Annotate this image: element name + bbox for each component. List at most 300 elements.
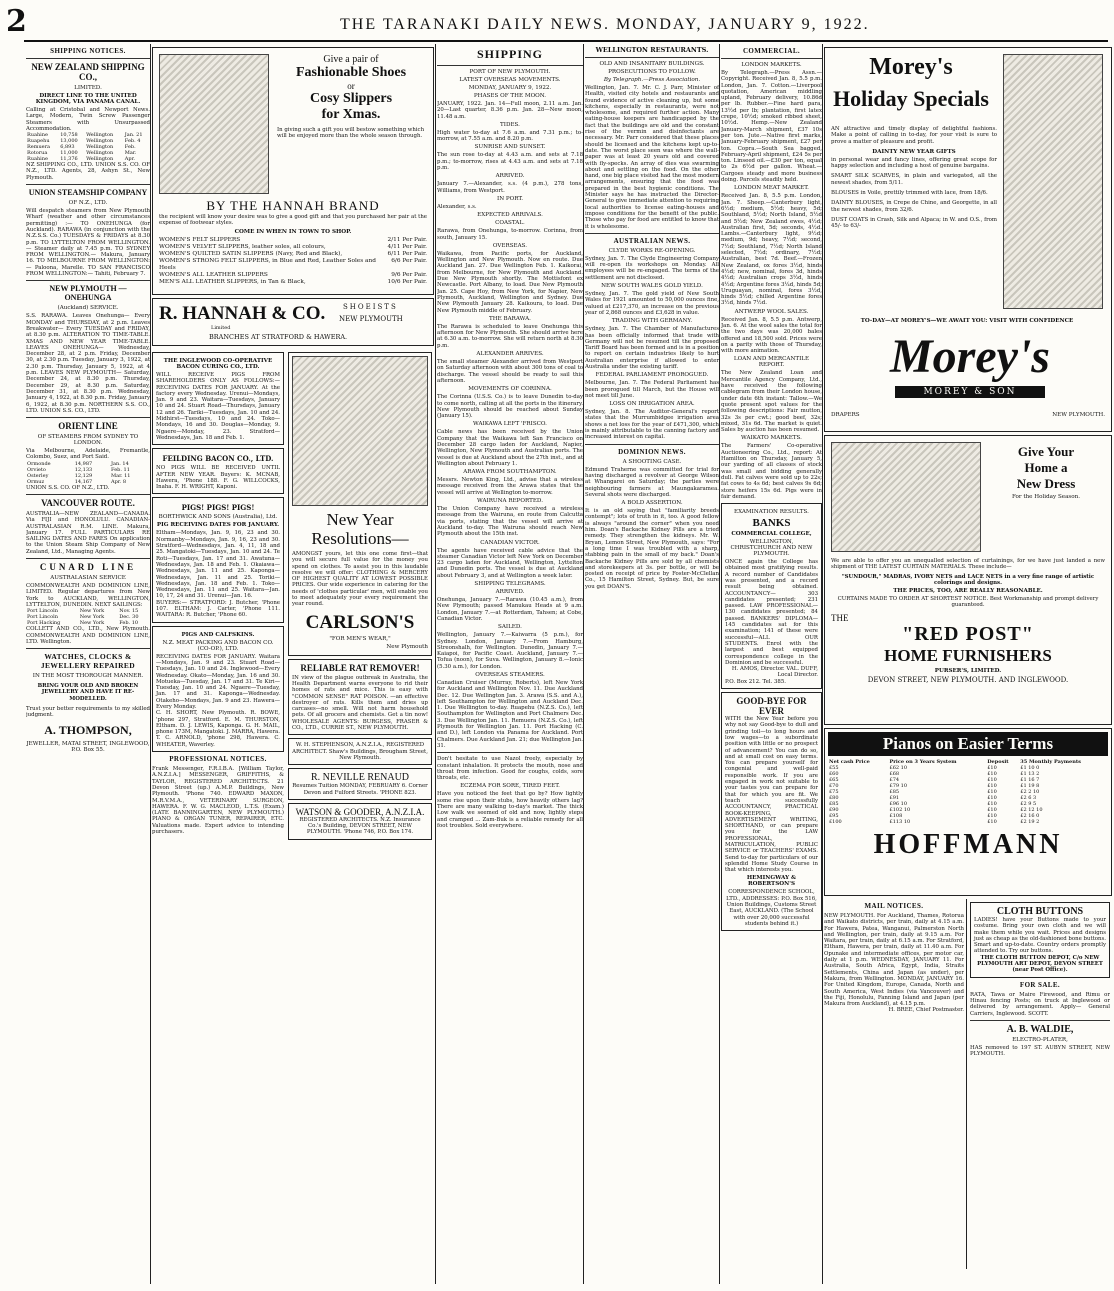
headline: WELLINGTON RESTAURANTS.: [595, 46, 709, 54]
table-cell: Port Hacking: [27, 620, 61, 627]
ad-body: THE CLOTH BUTTON DEPOT, C/o NEW PLYMOUTH ART DEPOT, DEVON STREET (near Post Office).: [977, 954, 1103, 974]
subheading: A BOLD ASSERTION.: [621, 500, 683, 507]
table-cell: Feb. 11: [111, 466, 130, 473]
table-cell: Orvieto: [27, 466, 46, 473]
table-cell: £2 16 0: [1020, 813, 1040, 819]
column-shipping-notices: [26, 44, 150, 1284]
article-body: Sydney, Jan. 8. The Auditor-General's report states that the Murrumbidgee irrigation area shows a net loss for the year of £471,300, which is mainly attributable to the canning factory and increased interest on capital.: [585, 409, 719, 441]
table-cell: Apr. 8: [111, 478, 127, 485]
subheading: MOVEMENTS OF CORINNA.: [468, 386, 552, 393]
ad-signature: H. AMOS, Director. VAL. DUFF, Local Director.: [731, 666, 818, 679]
subheading: EXPECTED ARRIVALS.: [477, 212, 543, 219]
table-cell: 6,893: [60, 144, 75, 151]
subheading: TRADING WITH GERMANY.: [611, 318, 693, 325]
subheading: PORT OF NEW PLYMOUTH.: [469, 69, 551, 75]
article-body: January 7.—Alexander, s.s. (4 p.m.), 278 tons, Williams, from Westport.: [437, 181, 583, 194]
headline: MAIL NOTICES.: [864, 902, 924, 910]
ad-title: PIGS! PIGS! PIGS!: [181, 503, 255, 513]
table-cell: £113 10: [889, 819, 911, 825]
ad-body: AN attractive and timely display of delightful fashions. Make a point of calling in to-day, for your visit is sure to prove a matter of pleasure and profit.: [831, 126, 997, 145]
store-location: New Plymouth: [386, 643, 428, 650]
subheading: PROSECUTIONS TO FOLLOW.: [608, 69, 696, 75]
ad-subtitle: BORTHWICK AND SONS (Australia), Ltd.: [158, 514, 278, 521]
ad-body: BUYERS:— STRATFORD: J. Butcher, 'Phone 107. ELTHAM: J. Carter, 'Phone 111. WAITARA: R. Butcher, 'Phone 60.: [156, 599, 280, 619]
ad-line: THE: [831, 612, 849, 623]
hemingway-ad: [721, 692, 822, 931]
table-cell: £2 6 3: [1020, 795, 1037, 801]
table-cell: Wellington: [86, 132, 114, 139]
column-commercial: [721, 44, 822, 1284]
subheading: LONDON MARKETS.: [741, 62, 802, 68]
article-body: Sydney, Jan. 7. The gold yield of New South Wales for 1921 amounted to 50,000 ounces fine, valued at £217,370, an increase on the previous year of 2,868 ounces and £3,628 in value.: [585, 291, 719, 316]
article-body: Received Jan. 8, 5.5 p.m. Antwerp, Jan. 6. At the wool sales the total for the two days was 20,000 bales offered and 18,500 sold. Prices were on a parity with those of Thursday, with more animation.: [721, 316, 822, 355]
table-cell: Jan. 14: [111, 460, 129, 467]
table-header: Net cash Price: [829, 759, 870, 765]
subheading: OVERSEAS STEAMERS.: [475, 672, 545, 678]
ad-body: "SUNDOUR," MADRAS, IVORY NETS and LACE NETS in a very fine range of artistic colorings and designs.: [841, 573, 1095, 586]
column-advertisements: [152, 44, 434, 1284]
table-cell: Jan. 21: [124, 132, 143, 139]
ship-table: [26, 461, 150, 485]
page-number: 2: [6, 4, 27, 39]
ad-title: THE INGLEWOOD CO-OPERATIVE BACON CURING CO., LTD.: [163, 358, 273, 370]
article-body: Messrs. Newton King, Ltd., advise that a wireless message received from the Arawa states that the vessel will arrive at Wellington to-morrow.: [437, 477, 583, 496]
nz-meat-packing-ad: [152, 626, 284, 752]
ad-body: HAS removed to 197 ST. AUBYN STREET, NEW PLYMOUTH.: [970, 1044, 1110, 1058]
table-cell: £1 13 2: [1020, 771, 1040, 777]
brand-name: HOFFMANN: [873, 829, 1063, 860]
subheading: WAIKAWA LEFT 'FRISCO.: [473, 421, 547, 428]
subheading: THE BARAWA.: [489, 315, 531, 322]
ad-body: in personal wear and fancy lines, offering great scope for happy selection and including a host of genuine bargains.: [831, 156, 997, 170]
article-body: Rarawa, from Onehunga, to-morrow. Corinna, from south, January 15.: [437, 228, 583, 241]
stephenson-ad: [288, 738, 432, 765]
masthead-rule: [24, 40, 1108, 42]
ad-subtitle: IN THE MOST THOROUGH MANNER.: [32, 673, 144, 680]
table-cell: Remuera: [27, 144, 51, 151]
ad-subtitle: N.Z. MEAT PACKING AND BACON CO. (CO-OP.), LTD.: [162, 639, 274, 652]
ad-body: COMMONWEALTH AND DOMINION LINE, LIMITED. Regular departures from New York to AUCKLAND, WELLINGTON, LYTTELTON, DUNEDIN. NEXT SAILINGS:: [26, 583, 150, 608]
table-cell: £60: [829, 771, 839, 777]
ad-line: COME IN WHEN IN TOWN TO SHOP.: [234, 228, 352, 235]
divider: [26, 558, 150, 559]
article-body: Have you noticed the feet that go by? How lightly some rise upon their stubs, how heavily others lag? There are many walking to-day's market. The thick Low walk we seemed of old and now, lightly steps and cramped ... Zam-Buk is a reliable remedy for all foot troubles. Sold everywhere.: [437, 791, 583, 829]
column-rule: [150, 44, 151, 1284]
ad-item: SMART SILK SCARVES, in plain and variegated, all the newest shades, from 5/11.: [831, 173, 997, 186]
table-cell: Ruahine: [27, 132, 48, 139]
headline: FOR SALE.: [1019, 980, 1061, 989]
ad-title: Home a: [1024, 460, 1068, 475]
table-cell: Wellington: [86, 150, 114, 157]
ad-title: BANKS: [752, 517, 791, 530]
ad-title: New Year Resolutions—: [311, 510, 409, 548]
table-cell: £10: [987, 801, 997, 807]
hoffmann-pianos-ad: [824, 728, 1112, 896]
ad-subtitle: (Auckland) SERVICE.: [57, 305, 119, 312]
article-body: Don't hesitate to use Nazol freely, especially by constant inhalation. It protects the mouth, nose and throat from infection. Good for coughs, colds, sore throats, etc.: [437, 756, 583, 782]
table-cell: Mar. 11: [111, 472, 131, 479]
divider: [26, 280, 150, 281]
price-list: [159, 237, 427, 286]
divider: [970, 1020, 1110, 1021]
subheading: OLD AND INSANITARY BUILDINGS.: [599, 61, 705, 67]
table-cell: £10: [987, 795, 997, 801]
ad-body: AUSTRALIA—NEW ZEALAND—CANADA. Via FIJI and HONOLULU. CANADIAN-AUSTRALASIAN R.M. LINE. Makura, January 17. FULL PARTICULARS RE SAILING DATES AND FARES On application to the Union Steam Ship Company of New Zealand, Ltd., Managing Agents.: [26, 510, 150, 555]
store-name: PURSER'S, LIMITED.: [934, 667, 1002, 674]
subheading: COASTAL.: [495, 220, 525, 227]
ad-item: DAINTY BLOUSES, in Crepe de Chine, and Georgette, in all the newest shades, from 32/6.: [831, 200, 997, 213]
ad-agents: COLLETT AND CO., LTD., New Plymouth. COMMONWEALTH AND DOMINION LINE, LTD. Wellington.: [26, 626, 150, 645]
subheading: LOSS ON IRRIGATION AREA.: [609, 401, 695, 408]
subheading: ALEXANDER ARRIVES.: [476, 351, 544, 358]
article-body: Melbourne, Jan. 7. The Federal Parliament has been prorogued till March, but the House will not meet till June.: [585, 380, 719, 399]
ad-body: the recipient will know your desire was to give a good gift and that you purchased her pair at the expense of footwear styles.: [159, 214, 427, 227]
subheading: ECZEMA FOR SORE, TIRED FEET.: [460, 783, 560, 790]
ad-body: CURTAINS MADE TO ORDER AT SHORTEST NOTICE. Best Workmanship and prompt delivery guaranteed.: [837, 596, 1099, 609]
price-row: [159, 244, 427, 251]
ad-body: Calling at Cristobal and Newport News. Large, Modern, Twin Screw Passenger Steamers with Unsurpassed Accommodation.: [26, 107, 150, 132]
ad-item: DUST COATS in Crash, Silk and Alpaca; in W. and O.S., from 45/- to 63/-: [831, 216, 997, 230]
renaud-ad: [288, 768, 432, 800]
price-row: [159, 237, 427, 244]
ad-subtitle: COMMERCIAL COLLEGE,: [731, 531, 812, 538]
ad-title: Pianos on Easier Terms: [828, 732, 1108, 756]
article-body: Wellington, Jan. 7. Mr. C. J. Parr, Minister of Health, visited city hotels and restaurants and found evidence of active cleaning up, but some kitchens, especially in restaurants, were not wholesome, and required further action. Many eating-house keepers are handicapped by the fact that the buildings are old and the constant rise of the vermin and disinfectants are necessary. Mr. Parr considered that these places should be licensed and the kitchens kept up-to-date. The worst place seen was where the wall-paper was at least 20 years old and covered with fly-specks. An array of dies was swarming about and settling on the food. On the other hand, one big place visited had the most modern arrangements, ensuring that the food was prepared in the best hygienic conditions. The Minister says he has instructed the Director-General to give immediate attention to requiring local authorities to license eating-houses and impose conditions for the benefit of the public. Those who pay for food are entitled to know that it is wholesome.: [585, 85, 719, 230]
article-body: It is an old saying that "familiarity breeds contempt"; lots of truth in it, too. A good fellow is always "around the corner" when you need him. Doan's Backache Kidney Pills are a tried remedy. They strengthen the kidneys. Mr. W. Bryan, Lemon Street, New Plymouth, says: "For a long time I was troubled with a sharp, stabbing pain in the small of my back." Doan's Backache Kidney Pills are sold by all chemists and storekeepers at 3s. per bottle, or will be posted on receipt of price by Foster-McClellan Co., 15 Hamilton Street, Sydney. But, be sure you get DOAN'S.: [585, 508, 719, 590]
divider: [26, 184, 150, 185]
table-cell: £55: [829, 765, 839, 771]
table-cell: £2 2 10: [1020, 789, 1040, 795]
moreys-subbanner: MOREY & SON: [895, 386, 1045, 398]
banks-college-ad: [721, 503, 822, 689]
table-cell: 11,000: [60, 150, 78, 157]
table-header: Price on 3 Years System: [889, 759, 957, 765]
table-cell: £102 10: [889, 807, 911, 813]
table-cell: £2 12 10: [1020, 807, 1043, 813]
subheading: LATEST OVERSEAS MOVEMENTS.: [459, 77, 561, 83]
divider: [585, 444, 719, 445]
ad-title: A. B. WALDIE,: [1006, 1023, 1074, 1035]
subheading: CANADIAN VICTOR.: [480, 539, 540, 546]
subheading: WAIKATO MARKETS.: [741, 435, 802, 442]
table-cell: £65: [829, 777, 839, 783]
ad-body: WILL RECEIVE PIGS FROM SHAREHOLDERS ONLY AS FOLLOWS:— RECEIVING DATES FOR JANUARY. At the factory every Wednesday. Urenui—Mondays, Jan. 9 and 23. Waitara—Tuesdays, January 10 and 24. Stuart Road—Thursdays, January 12 and 26. Tariki—Tuesdays, Jan. 10 and 24. Midhirst—Tuesdays, 10 and 24. Toko—Mondays, 16 and 30. Douglas—Monday, 9. Ngaere—Monday, 23. Stratford—Wednesdays, Jan. 18 and Feb. 1.: [156, 372, 280, 441]
table-cell: Port Lincoln: [27, 614, 58, 621]
ad-line: PIG RECEIVING DATES FOR JANUARY.: [156, 522, 280, 529]
ad-title: Give Your: [1017, 444, 1075, 459]
table-cell: £74: [889, 777, 900, 783]
table-cell: £10: [987, 783, 997, 789]
section-heading: SHIPPING NOTICES.: [50, 47, 126, 55]
store-trade: DRAPERS: [831, 412, 860, 418]
subheading: WAIRUNA REPORTED.: [477, 498, 543, 505]
ad-subtitle: HEMINGWAY & ROBERTSON'S: [746, 875, 797, 888]
ad-body: We are able to offer you an unequalled selection of curtainings, for we have just landed a new shipment of THE LATEST CURTAIN MATERIALS. These include—: [831, 558, 1105, 571]
table-cell: £10: [987, 813, 997, 819]
ad-subtitle: LIMITED.: [74, 85, 102, 91]
price-item: WOMEN'S VELVET SLIPPERS, leather soles, all colours,: [159, 243, 326, 250]
ad-title: ORIENT LINE: [58, 421, 118, 432]
subheading: PHASES OF THE MOON.: [473, 93, 547, 99]
divider: [26, 494, 150, 495]
price-row: [159, 251, 427, 258]
store-tagline: "FOR MEN'S WEAR,": [329, 635, 391, 642]
table-cell: Osterley: [27, 472, 49, 479]
ad-title: RELIABLE RAT REMOVER!: [300, 662, 420, 673]
article-body: High water to-day at 7.6 a.m. and 7.31 p.m.; to-morrow, at 7.55 a.m. and 8.20 p.m.: [437, 129, 583, 143]
table-cell: Ormonde: [27, 460, 51, 467]
illustration-lady-in-dress: [1003, 54, 1103, 309]
cloth-buttons-ad: [970, 902, 1110, 978]
ad-body: Resumes Tuition MONDAY, FEBRUARY 6. Corner Devon and Fulford Streets. 'PHONE 823.: [292, 783, 428, 796]
table-cell: 13,000: [60, 138, 78, 145]
subheading: OVERSEAS.: [492, 242, 528, 249]
table-cell: £10: [987, 765, 997, 771]
ad-line: Fashionable Shoes: [295, 65, 407, 80]
subheading: ANTWERP WOOL SALES.: [734, 308, 809, 315]
ad-line: THE PRICES, TOO, ARE REALLY REASONABLE.: [893, 588, 1043, 595]
article-body: Sydney, Jan. 7. The Chamber of Manufactures has been officially informed that trade with Germany will not be resumed till the proposed Tariff Board has been formed and is in a position to report on certain industries likely to hurt Australian enterprise if allowed to enter Australia under the existing tariff.: [585, 326, 719, 370]
article-body: The small steamer Alexander arrived from Westport on Saturday afternoon with about 300 tons of coal to discharge. The vessel should be ready to sail this afternoon.: [437, 359, 583, 384]
ad-title: VANCOUVER ROUTE.: [41, 497, 135, 508]
ad-agents: NZ SHIPPING CO., LTD. UNION S.S. CO. OF N.Z., LTD. Agents, 28, Ashyn St., New Plymouth.: [26, 162, 150, 181]
dateline: MONDAY, JANUARY 9, 1922.: [468, 85, 552, 91]
table-cell: Feb.: [124, 144, 136, 151]
divider: [26, 648, 150, 649]
ad-agents: UNION S.S. CO. OF N.Z., LTD.: [26, 484, 110, 491]
store-location: DEVON STREET, NEW PLYMOUTH. AND INGLEWOOD.: [867, 675, 1069, 684]
article-body: The New Zealand Loan and Mercantile Agency Company, Ltd., have received the following cablegram from their London house, under date 6th instant: Tallow.—We quote present spot values for the following descriptions: Fair mutton, 32s 3s per cwt.; good beef, 32s; mixed, 31s 6d. The market is quiet. Sales by auction has been resumed.: [721, 370, 822, 434]
subheading: TIDES.: [500, 121, 520, 128]
section-heading: PROFESSIONAL NOTICES.: [169, 755, 267, 764]
signature: H. BREE, Chief Postmaster.: [888, 1007, 964, 1014]
coop-bacon-ad: [152, 352, 284, 445]
article-body: Cable news has been received by the Union Company that the Waikawa left San Francisco on December 28 cargo laden for Auckland, Napier, Wellington, New Plymouth and Australian ports. The vessel is due at Auckland about the 27th inst., and at Wellington about February 1.: [437, 429, 583, 467]
price-value: 9/6 Per Pair.: [391, 271, 427, 278]
subheading: SHIPPING TELEGRAMS.: [474, 581, 546, 588]
article-body: The sun rose to-day at 4.43 a.m. and sets at 7.18 p.m.; to-morrow, rises at 4.43 a.m. and sets at 7.18 p.m.: [437, 152, 583, 172]
table-cell: Wellington: [86, 144, 114, 151]
price-row: [159, 258, 427, 272]
headline: COMMERCIAL.: [742, 47, 801, 55]
moreys-ad: [824, 47, 1112, 432]
column-rule: [583, 44, 584, 1284]
red-post-ad: [824, 435, 1112, 725]
column-rule: [822, 44, 823, 1284]
table-cell: £108: [889, 813, 903, 819]
ad-subtitle: Holiday Specials: [833, 86, 989, 111]
table-cell: Feb. 10: [119, 620, 139, 627]
ad-line: or: [347, 81, 355, 91]
article-body: Canadian Cruiser (Murray, Roberts), left New York for Auckland and Wellington Nov. 11. Due Auckland Dec. 12. Due Wellington Jan. 3. Arawa (S.S. and A.), left Southampton for Wellington and Auckland Dec. 1. Due Wellington to-day. Ruapehu (N.Z.S. Co.), left Southampton for Wellington and Port Chalmers Dec. 3. Due Wellington Jan. 11. Remuera (N.Z.S. Co.), left Plymouth for Wellington Jan. 11. Port Hacking (C. and D.), left London via Panama for Auckland. Port Chalmers. Due Auckland Jan. 21; due Wellington Jan. 31.: [437, 680, 583, 749]
jeweller-name: A. THOMPSON,: [44, 722, 132, 737]
table-cell: 10,758: [60, 132, 78, 139]
table-cell: Rotorua: [27, 150, 48, 157]
article-body: JANUARY, 1922. Jan. 14—Full moon, 2.11 a.m. Jan. 20—Last quarter, 8.36 p.m. Jan. 28—New moon, 11.48 a.m.: [437, 101, 583, 120]
rat-poison-ad: [288, 659, 432, 736]
brand-line: BY THE HANNAH BRAND: [206, 198, 380, 213]
table-cell: £68: [889, 771, 900, 777]
ad-contact: P.O. Box 212. Tel. 385.: [725, 678, 786, 685]
illustration-woman-with-shoes: [159, 54, 269, 194]
article-body: The agents have received cable advice that the steamer Canadian Victor left New York on December 23 cargo laden for Auckland, Wellington, Lyttelton and Dunedin ports. The vessel is due at Auckland about February 3, and at Wellington a week later.: [437, 547, 583, 579]
hannah-shoes-ad: [152, 47, 434, 295]
price-item: WOMEN'S QUILTED SATIN SLIPPERS (Navy, Red and Black),: [159, 250, 343, 257]
price-row: [159, 279, 427, 286]
table-cell: Port Lincoln: [27, 608, 58, 615]
ad-title: "RED POST": [902, 622, 1034, 645]
subheading: ARRIVED.: [495, 173, 525, 180]
table-cell: £10: [987, 771, 997, 777]
ad-subtitle: OF N.Z., LTD.: [68, 200, 108, 207]
ad-title: NEW PLYMOUTH — ONEHUNGA: [49, 284, 127, 303]
jeweller-address: JEWELLER, MATAI STREET, INGLEWOOD, P.O. Box 55.: [26, 740, 150, 753]
ad-item: BLOUSES in Voile, prettily trimmed with lace, from 18/6.: [831, 190, 988, 197]
ad-body: BRING YOUR OLD AND BROKEN JEWELLERY AND HAVE IT RE-MODELLED.: [37, 683, 139, 702]
ad-title: Morey's: [869, 54, 953, 80]
table-cell: £10: [987, 819, 997, 825]
subheading: NEW SOUTH WALES GOLD YIELD.: [601, 283, 703, 290]
table-cell: £1 19 8: [1020, 783, 1040, 789]
byline: By Telegraph.—Press Association.: [603, 77, 701, 83]
ad-body: CORRESPONDENCE SCHOOL, LTD., ADDRESSES: P.O. Box 516, Union Buildings, Customs Street East, AUCKLAND. (The School with over 20,000 successful students behind it.): [726, 889, 817, 927]
newspaper-title: THE TARANAKI DAILY NEWS. MONDAY, JANUARY 9, 1922.: [340, 16, 870, 33]
article-body: By Telegraph.—Press Assn.—Copyright. Received Jan. 8, 5.5 p.m. London, Jan. 7. Cotton.—Liverpool quotation, American middling upland, February delivery, 10.86d per lb. Rubber.—Fine hard para, 13½d per lb; plantation, first latex crepe, 10½d; smoked ribbed sheet, 10½d. Hemp.—New Zealand January-March shipment, £37 10s per ton. Jute.—Native first marks, January-February shipment, £27 per ton. Copra.—South Sea bagged, February-April shipment, £24 5s per ton. Linseed oil.—£30 per ton, equal to 2s 6½d per gallon. Wheat.—Cargoes steady and more business doing. Parcels steadily held.: [721, 70, 822, 184]
ad-body: Eltham—Mondays, Jan. 9, 16, 23 and 30. Normanby—Mondays, Jan. 9, 16, 23 and 30. Stratford—Wednesdays, Jan. 4, 11, 18 and 25. Mangatoki—Tuesdays, Jan. 10 and 24. Te Roti—Tuesdays, Jan. 17 and 31. Awatuna—Wednesdays, Jan. 18 and Feb. 1. Okaiawa—Wednesdays, Jan. 11 and 25. Kaponga—Wednesdays, Jan. 11 and 25. Toriki—Wednesdays, Jan. 18 and Feb. 1. Toko—Wednesdays, Jan. 11 and 25. Waitara—Jan. 10, 17, 24 and 31. Urenui—Jan. 16.: [156, 530, 280, 600]
column-shipping-news: [437, 44, 583, 1284]
column-rule: [435, 44, 436, 1284]
price-value: 4/11 Per Pair.: [387, 243, 427, 250]
table-cell: £100: [829, 819, 842, 825]
table-cell: £96 10: [889, 801, 908, 807]
piano-price-row: [828, 819, 1108, 825]
ad-line: WELLINGTON, CHRISTCHURCH AND NEW PLYMOUTH.: [730, 539, 813, 558]
table-cell: Apr.: [124, 156, 136, 163]
table-cell: £10: [987, 807, 997, 813]
ad-body: WITH the New Year before you why not say Good-bye to dull and grinding toil—to long hours and low wages—to a subordinate position with little or no prospect of advancement? You can do so, and at small cost on easy terms. You can prepare yourself for congenial and well-paid responsible work. If you are engaged in work not suitable to your tastes you can prepare for that for which you are fit. We teach successfully ACCOUNTANCY, PRACTICAL BOOK-KEEPING, ADVERTISEMENT WRITING, SHORTHAND, or can prepare you for the LAW PROFESSIONAL, MATRICULATION, PUBLIC SERVICE or TEACHERS' EXAMS. Send to-day for particulars of our splendid Home Study Course in that which interests you.: [725, 716, 818, 874]
hannah-banner: [152, 298, 434, 346]
subheading: SUNRISE AND SUNSET.: [474, 144, 546, 151]
article-body: NEW PLYMOUTH. For Auckland, Thames, Rotorua and Waikato districts, per train, daily at 4.15 a.m. For Hawera, Patea, Wanganui, Palmerston North and Wellington, per train, daily at 9.15 a.m. For Waitara, per train, daily at 6.15 a.m. For Stratford, Eltham, Hawera, per train, daily at 11.40 a.m. For Opunake and intermediate offices, per motor car, daily at 1 p.m. WEDNESDAY, JANUARY 11. For Australia, South Africa, Egypt, India, Straits Settlements, China and Japan (as under), per Makura, from Wellington. MONDAY, JANUARY 16. For United Kingdom, Europe, Canada, North and South America, West Indies (via Vancouver) and the Fiji, Honolulu, Fanning Island and Japan (per Makura from Auckland), at 4.15 p.m.: [824, 913, 964, 1008]
ad-body: ONCE again the College has obtained most gratifying results. A record number of Candidates was presented, and a record result being obtained. ACCOUNTANCY— 303 candidates presented; 231 passed. LAW PROFESSIONAL— 130 candidates presented; 84 passed. BANKERS' DIPLOMA— 145 candidates sat for this examination; 141 of these were successful—ALL OUR STUDENTS. Enrol with the largest and best equipped correspondence college in the Dominion and be successful.: [725, 559, 818, 666]
divider: [721, 58, 822, 59]
ad-subtitle: AUSTRALASIAN SERVICE: [50, 575, 126, 582]
article-body: Wellington, January 7.—Kaiwarra (5 p.m.), for Sydney. London, January 7.—From Hamburg, Streonshalh, for Wellington. Dunedin, January 7.—Kaiapoi, for Pacific Coast. Auckland, January 7.—Tofua (noon), for Suva. Wellington, January 8.—Ionic (5.30 a.m.), for London.: [437, 632, 583, 670]
price-value: 6/6 Per Pair.: [391, 257, 427, 264]
ad-title: WATSON & GOODER, A.N.Z.I.A.: [295, 806, 425, 817]
carlsons-ad: [288, 352, 432, 656]
table-cell: 14,987: [74, 460, 93, 467]
table-cell: 11,376: [60, 156, 78, 163]
watson-gooder-ad: [288, 803, 432, 840]
table-cell: £75: [829, 789, 839, 795]
table-cell: £2 19 2: [1020, 819, 1040, 825]
ad-body: W. H. STEPHENSON, A.N.Z.I.A., REGISTERED ARCHITECT. Shaw's Buildings, Brougham Street, New Plymouth.: [292, 742, 428, 761]
illustration-window-curtains: [831, 442, 981, 552]
table-cell: Feb. 4: [124, 138, 141, 145]
table-cell: Dec. 30: [119, 614, 139, 621]
article-body: Waikawa, from Pacific ports, for Auckland, Wellington and New Plymouth. Now en route. Due Auckland Jan. 27. Due Wellington Feb. 1. Kaikorai, from Melbourne, for New Plymouth and Auckland. Due New Plymouth shortly. The Mottisfont ex Newcastle. Port Albany, to load. Due New Plymouth Jan. 25. Cape Hoy, from New York, for Napier, New Plymouth, Auckland, Wellington and Sydney. Due New Plymouth January 28. Kaikoura, to load. Due New Plymouth middle of February.: [437, 250, 583, 314]
ad-body: RATA, Tawa or Maire Firewood, and Rimu or Hinau fencing Posts; on truck at Inglewood or delivered by arrangement. Apply— General Carriers, Inglewood. SCOTT.: [970, 991, 1110, 1017]
subheading: FEDERAL PARLIAMENT PROROGUED.: [595, 372, 709, 379]
piano-prices-table: [828, 759, 1108, 825]
table-cell: £70: [829, 783, 839, 789]
table-cell: Nov. 15: [119, 608, 139, 615]
price-value: 10/6 Per Pair.: [387, 278, 427, 285]
table-header: Deposit: [987, 759, 1009, 765]
table-cell: £95: [829, 813, 839, 819]
ad-body: NO PIGS WILL BE RECEIVED UNTIL AFTER NEW YEAR. Buyers: K. MCNAB, Hawera, 'Phone 188. F. G. WILLCOCKS, Inaha. F. H. WRIGHT, Kaponi.: [156, 465, 280, 491]
table-cell: £10: [987, 789, 997, 795]
borthwick-pigs-ad: [152, 497, 284, 622]
ad-line: DAINTY NEW YEAR GIFTS: [872, 148, 956, 155]
table-cell: New York: [79, 608, 105, 615]
price-item: WOMEN'S STRONG FELT SLIPPERS, in Blue and Red, Leather Soles and Heels: [159, 257, 376, 271]
article-body: Sydney, Jan. 7. The Clyde Engineering Company will re-open its workshops on Monday. All employees will be re-engaged. The terms of the settlement are not disclosed.: [585, 255, 719, 281]
ad-title: GOOD-BYE FOR EVER: [736, 696, 807, 717]
price-value: 6/11 Per Pair.: [387, 250, 427, 257]
price-item: WOMEN'S ALL LEATHER SLIPPERS: [159, 271, 268, 278]
store-location: NEW PLYMOUTH: [339, 315, 403, 323]
article-body: The Corinna (U.S.S. Co.) is to leave Dunedin to-day to come north, calling at all the ports in the itinerary. New Plymouth should be reached about Sunday (January 15).: [437, 394, 583, 420]
ad-line: Give a pair of: [323, 54, 379, 65]
headline: AUSTRALIAN NEWS.: [613, 236, 691, 245]
ad-title: WATCHES, CLOCKS & JEWELLERY REPAIRED: [40, 652, 136, 671]
article-body: The Rarawa is scheduled to leave Onehunga this afternoon for New Plymouth. She should arrive here at 6.30 a.m. to-morrow. She will return north at 8.30 p.m.: [437, 323, 583, 349]
table-cell: £10: [987, 777, 997, 783]
subheading: LOAN AND MERCANTILE REPORT.: [733, 356, 810, 369]
ad-subtitle: ELECTRO-PLATER,: [1012, 1036, 1068, 1043]
divider: [26, 58, 150, 59]
table-cell: £79 10: [889, 783, 908, 789]
table-cell: £91: [889, 795, 900, 801]
column-rule: [719, 44, 720, 1284]
table-cell: £1 16 7: [1020, 777, 1040, 783]
subheading: A SHOOTING CASE.: [622, 458, 682, 465]
store-limited: Limited: [211, 325, 231, 331]
store-trade: SHOEISTS: [343, 303, 398, 311]
table-cell: 12,129: [74, 472, 93, 479]
table-cell: Wellington: [86, 138, 114, 145]
store-location: NEW PLYMOUTH.: [1052, 412, 1105, 418]
moreys-logo: Morey's: [890, 330, 1050, 383]
ad-title: HOME FURNISHERS: [884, 645, 1052, 665]
column-right-advertisements: [824, 44, 1112, 1284]
headline: DOMINION NEWS.: [618, 447, 686, 456]
price-value: 2/11 Per Pair.: [387, 236, 427, 243]
illustration-man-in-suit: [292, 356, 428, 506]
table-cell: £2 9 5: [1020, 801, 1037, 807]
table-cell: Ruapehu: [27, 138, 50, 145]
divider: [437, 65, 583, 66]
article-body: The Farmers' Co-operative Auctioneering Co., Ltd., report: At Hamilton on Thursday, January 5, our yarding of all classes of stock was small and bidding generally dull. Fat calves were sold up to 22s; fat cows to 4s 6d; best calves 9s 6d; store heifers 15s 6d. Pigs were in fair demand.: [721, 443, 822, 500]
table-cell: Ormuz: [27, 478, 45, 485]
table-cell: New York: [79, 614, 105, 621]
professional-notices: Frank Messenger, F.R.I.B.A. [William Taylor, A.N.Z.I.A.] MESSENGER, GRIFFITHS, & TAYLOR, REGISTERED ARCHITECTS. 21 Devon Street (up.) A.M.P. Buildings, New Plymouth. 'Phone 740. EDWARD MAXON, M.R.V.M.A., VETERINARY SURGEON, HAWERA. F. W. G. MACLEOD, L.T.S. (Exam.) (LATE BANNINGARTEN, NEW PLYMOUTH.) PIANO & ORGAN TUNER, REPAIRER, ETC. Valuations made. Expert advice to intending purchasers.: [152, 766, 284, 836]
ad-title: FEILDING BACON CO., LTD.: [162, 454, 274, 464]
divider: [585, 233, 719, 234]
ad-title: UNION STEAMSHIP COMPANY: [28, 188, 148, 198]
article-body: Alexander, s.s.: [437, 203, 477, 210]
feilding-bacon-ad: [152, 448, 284, 494]
subheading: ARAWA FROM SOUTHAMPTON.: [463, 469, 557, 476]
ad-title: New Dress: [1016, 476, 1076, 491]
divider: [26, 417, 150, 418]
table-cell: 14,167: [74, 478, 93, 485]
table-cell: Wellington: [86, 156, 114, 163]
ad-body: IN view of the plague outbreak in Australia, the Health Department warns everyone to rid their homes of rats and mice. This is easy with "COMMON SENSE" RAT POISON. —an effective destroyer of rats. Kills them and dries up carcases—no smell. Will not harm household pets. Of all grocers and chemists. Get a tin now! WHOLESALE AGENTS: BURGESS, FRASER & CO., LTD., CURRIE ST., NEW PLYMOUTH.: [292, 674, 428, 732]
subheading: IN PORT.: [496, 195, 524, 202]
